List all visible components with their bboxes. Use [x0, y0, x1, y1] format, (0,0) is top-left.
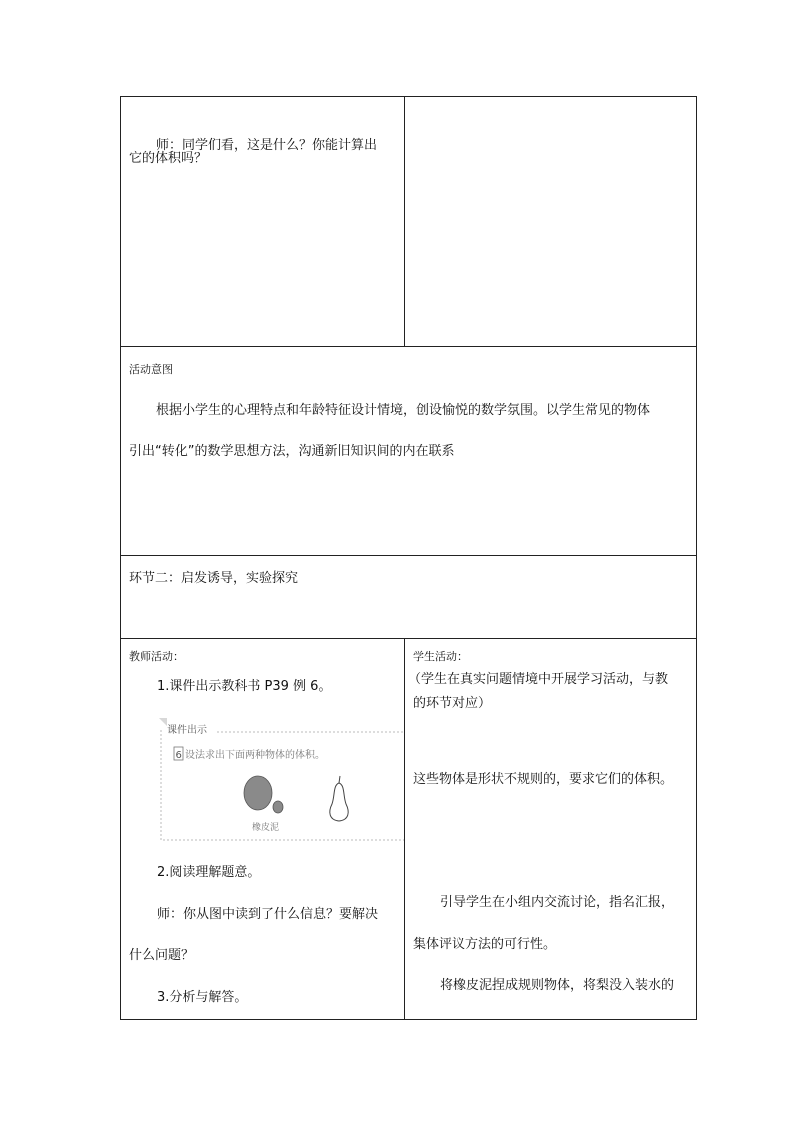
row-divider-stage2	[120, 555, 697, 556]
activity-intent-line2: 引出“转化”的数学思想方法，沟通新旧知识间的内在联系	[129, 444, 455, 459]
column-divider-top	[404, 96, 405, 347]
figure-frame	[161, 730, 404, 840]
student-observation: 这些物体是形状不规则的，要求它们的体积。	[413, 772, 674, 787]
example-number: 6	[175, 750, 182, 761]
teacher-question-line2: 它的体积吗？	[129, 151, 208, 166]
tag-triangle	[159, 718, 167, 726]
column-divider-bottom	[404, 638, 405, 1020]
pear-stem	[339, 776, 340, 783]
teacher-item2-question-line1: 师：你从图中读到了什么信息？要解决	[157, 907, 379, 922]
textbook-figure	[157, 716, 404, 841]
figure-tag-label: 课件出示	[167, 725, 207, 736]
teacher-activity-heading: 教师活动：	[129, 650, 184, 663]
teacher-question-line1: 师：同学们看，这是什么？你能计算出	[156, 138, 378, 153]
activity-intent-line1: 根据小学生的心理特点和年龄特征设计情境，创设愉悦的数学氛围。以学生常见的物体	[156, 403, 651, 418]
figure-question: 设法求出下面两种物体的体积。	[185, 750, 325, 761]
clay-small-blob	[273, 801, 283, 813]
teacher-item2: 2.阅读理解题意。	[157, 865, 261, 880]
student-note-line1: （学生在真实问题情境中开展学习活动，与教	[408, 672, 669, 687]
row-divider-activities	[120, 638, 697, 639]
clay-large-blob	[244, 776, 272, 810]
pear-outline	[330, 783, 348, 821]
student-method-line1: 将橡皮泥捏成规则物体，将梨没入装水的	[440, 978, 675, 993]
student-guide-line1: 引导学生在小组内交流讨论，指名汇报，	[440, 895, 675, 910]
student-activity-heading: 学生活动：	[413, 650, 468, 663]
stage2-heading: 环节二：启发诱导，实验探究	[129, 571, 299, 586]
teacher-item2-question-line2: 什么问题？	[129, 948, 195, 963]
activity-intent-heading: 活动意图	[129, 363, 173, 376]
row-divider-intent	[120, 346, 697, 347]
student-note-line2: 的环节对应）	[413, 696, 492, 711]
student-guide-line2: 集体评议方法的可行性。	[413, 937, 557, 952]
teacher-item3: 3.分析与解答。	[157, 990, 248, 1005]
clay-caption: 橡皮泥	[252, 823, 280, 833]
teacher-item1: 1.课件出示教科书 P39 例 6。	[157, 679, 332, 694]
